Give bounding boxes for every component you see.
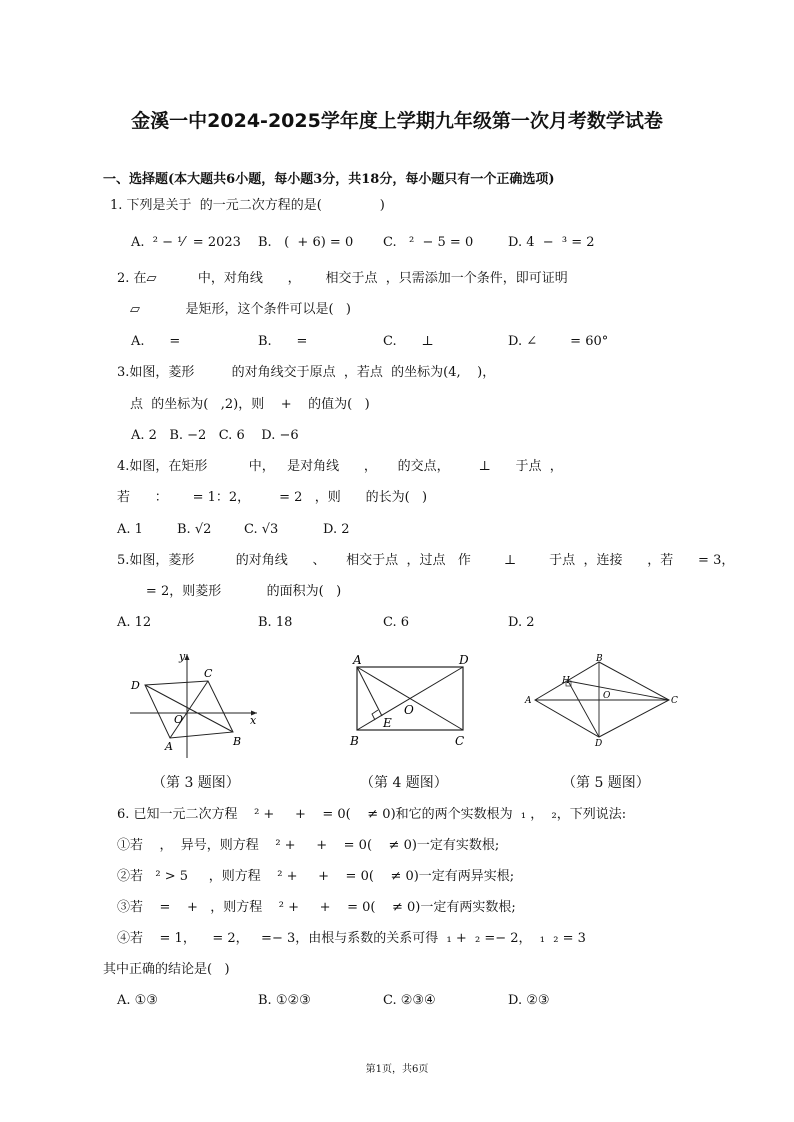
q6-stem: 6. 已知一元二次方程 ² + + = 0( ≠ 0)和它的两个实数根为 ₁ ， ₂，下列说法: bbox=[117, 807, 627, 822]
fig4-label-a: A bbox=[353, 653, 362, 667]
q5-option-d: D. 2 bbox=[508, 615, 535, 630]
q6-statement-4: ④若 = 1， = 2， =− 3，由根与系数的关系可得 ₁ + ₂ =− 2， ₁ ₂ = 3 bbox=[117, 931, 586, 946]
fig3-label-y: y bbox=[179, 650, 186, 663]
q2-option-d: D. ∠ = 60° bbox=[508, 334, 609, 349]
q5-line1: 5.如图，菱形 的对角线 、 相交于点 ，过点 作 ⊥ 于点 ，连接 ，若 = 3， bbox=[117, 553, 735, 568]
fig4-label-e: E bbox=[383, 716, 392, 730]
figure-5-caption: （第 5 题图） bbox=[562, 775, 650, 791]
q5-option-a: A. 12 bbox=[117, 615, 152, 630]
q5-option-b: B. 18 bbox=[258, 615, 293, 630]
fig5-label-h: H bbox=[562, 676, 570, 686]
q2-option-a: A. = bbox=[131, 334, 181, 349]
q6-statement-1: ①若 ， 异号，则方程 ² + + = 0( ≠ 0)一定有实数根; bbox=[117, 838, 500, 853]
q3-options: A. 2 B. −2 C. 6 D. −6 bbox=[131, 428, 299, 443]
q2-line2: ▱ 是矩形，这个条件可以是( ) bbox=[130, 302, 351, 317]
q1-option-a: A. ² − ¹⁄ = 2023 bbox=[131, 235, 241, 250]
fig3-label-x: x bbox=[250, 714, 257, 727]
q6-option-d: D. ②③ bbox=[508, 993, 550, 1008]
fig3-label-c: C bbox=[204, 667, 213, 680]
q1-stem: 1. 下列是关于 的一元二次方程的是( ) bbox=[110, 198, 385, 213]
fig3-label-d: D bbox=[131, 679, 140, 692]
q4-option-b: B. √2 bbox=[177, 522, 212, 537]
figure-4-diagram bbox=[345, 650, 475, 750]
q6-statement-3: ③若 = + ，则方程 ² + + = 0( ≠ 0)一定有两实数根; bbox=[117, 900, 516, 915]
fig3-label-o: O bbox=[174, 713, 184, 726]
figure-3-caption: （第 3 题图） bbox=[152, 775, 240, 791]
q6-option-a: A. ①③ bbox=[117, 993, 158, 1008]
fig3-label-a: A bbox=[165, 740, 173, 753]
fig5-label-b: B bbox=[596, 654, 603, 664]
page-footer: 第1页，共6页 bbox=[365, 1064, 429, 1075]
fig3-label-b: B bbox=[233, 735, 242, 748]
q4-option-d: D. 2 bbox=[323, 522, 350, 537]
q2-line1: 2. 在▱ 中，对角线 ， 相交于点 ，只需添加一个条件，即可证明 bbox=[117, 271, 568, 286]
figure-5-diagram bbox=[522, 650, 682, 750]
q2-option-b: B. = bbox=[258, 334, 308, 349]
q4-option-c: C. √3 bbox=[244, 522, 279, 537]
figure-4-caption: （第 4 题图） bbox=[360, 775, 448, 791]
q2-option-c: C. ⊥ bbox=[383, 334, 434, 349]
q4-line1: 4.如图，在矩形 中， 是对角线 ， 的交点， ⊥ 于点 ， bbox=[117, 459, 563, 474]
fig5-label-d: D bbox=[595, 739, 603, 749]
fig4-label-b: B bbox=[350, 734, 359, 748]
q3-line2: 点 的坐标为( ,2)，则 + 的值为( ) bbox=[130, 397, 370, 412]
q4-option-a: A. 1 bbox=[117, 522, 143, 537]
q6-option-c: C. ②③④ bbox=[383, 993, 436, 1008]
q5-option-c: C. 6 bbox=[383, 615, 410, 630]
exam-title: 金溪一中2024-2025学年度上学期九年级第一次月考数学试卷 bbox=[131, 110, 663, 132]
q1-option-d: D. 4 − ³ = 2 bbox=[508, 235, 595, 250]
q1-option-c: C. ² − 5 = 0 bbox=[383, 235, 474, 250]
section-heading: 一、选择题(本大题共6小题，每小题3分，共18分，每小题只有一个正确选项) bbox=[103, 172, 555, 187]
q6-conclusion: 其中正确的结论是( ) bbox=[103, 962, 230, 977]
q4-line2: 若 ： = 1：2， = 2 ，则 的长为( ) bbox=[117, 490, 428, 505]
q6-option-b: B. ①②③ bbox=[258, 993, 311, 1008]
q6-statement-2: ②若 ² > 5 ，则方程 ² + + = 0( ≠ 0)一定有两异实根; bbox=[117, 869, 515, 884]
fig5-label-a: A bbox=[525, 696, 532, 706]
fig5-label-c: C bbox=[671, 696, 678, 706]
q1-option-b: B. ( + 6) = 0 bbox=[258, 235, 354, 250]
q3-line1: 3.如图，菱形 的对角线交于原点 ，若点 的坐标为(4, )， bbox=[117, 365, 496, 380]
fig4-label-o: O bbox=[404, 703, 414, 717]
fig4-label-d: D bbox=[459, 653, 469, 667]
q5-line2: = 2，则菱形 的面积为( ) bbox=[117, 584, 342, 599]
fig4-label-c: C bbox=[455, 734, 465, 748]
fig5-label-o: O bbox=[603, 691, 611, 701]
figure-3-diagram bbox=[125, 648, 265, 760]
